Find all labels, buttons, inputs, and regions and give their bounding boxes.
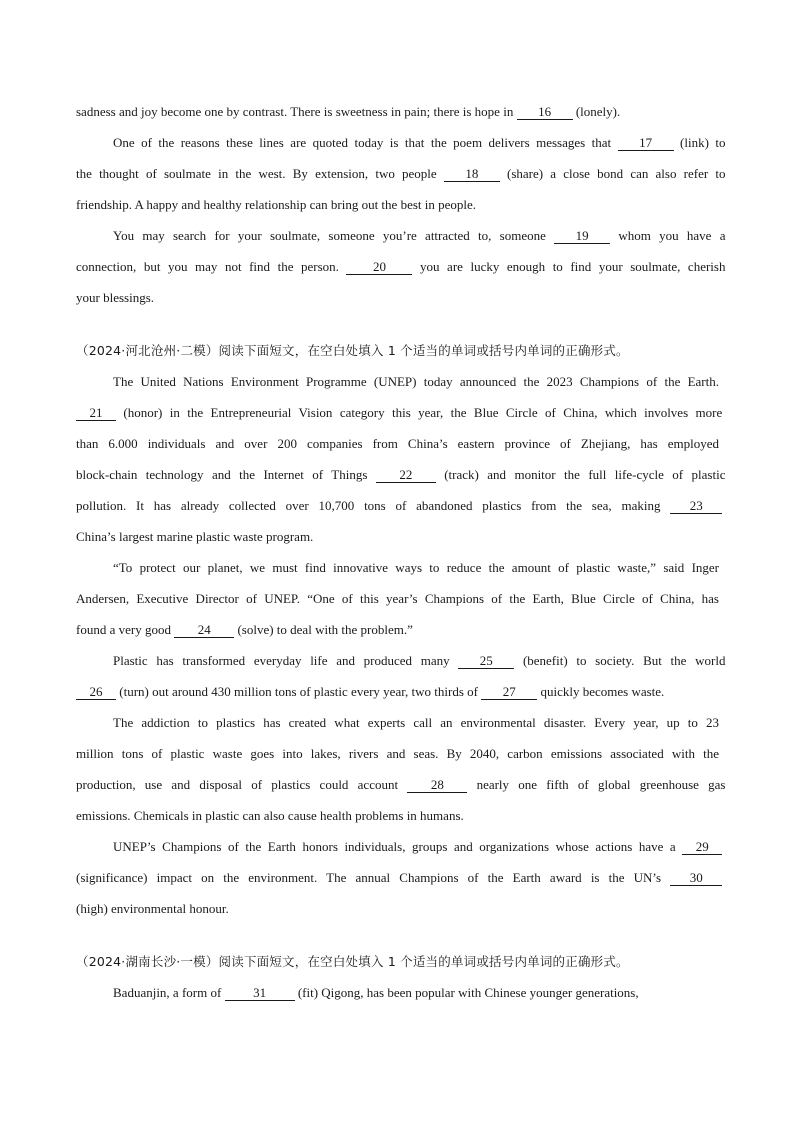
paragraph-line: your blessings. xyxy=(76,290,154,305)
paragraph-line: Plastic has transformed everyday life and produced many 25 (benefit) to society. But the world xyxy=(113,653,726,668)
blank-28[interactable]: 28 xyxy=(407,778,467,793)
blank-22[interactable]: 22 xyxy=(376,468,436,483)
paragraph-line: connection, but you may not find the person. 20 you are lucky enough to find your soulmate, cherish xyxy=(76,259,726,274)
blank-26[interactable]: 26 xyxy=(76,685,116,700)
document-page xyxy=(76,96,726,1008)
paragraph-line: One of the reasons these lines are quoted today is that the poem delivers messages that 17 (link) to xyxy=(113,135,726,150)
blank-27[interactable]: 27 xyxy=(481,685,537,700)
section-heading: （2024·湖南长沙·一模）阅读下面短文，在空白处填入 1 个适当的单词或括号内单词的正确形式。 xyxy=(76,954,629,969)
section-heading: （2024·河北沧州·二模）阅读下面短文，在空白处填入 1 个适当的单词或括号内单词的正确形式。 xyxy=(76,343,629,358)
paragraph-line: (significance) impact on the environment. The annual Champions of the Earth award is the UN’s 30 xyxy=(76,862,719,893)
blank-30[interactable]: 30 xyxy=(670,871,722,886)
paragraph-line: than 6.000 individuals and over 200 companies from China’s eastern province of Zhejiang, has employed xyxy=(76,436,719,451)
paragraph-line: friendship. A happy and healthy relationship can bring out the best in people. xyxy=(76,197,477,212)
blank-25[interactable]: 25 xyxy=(458,654,514,669)
blank-16[interactable]: 16 xyxy=(517,105,573,120)
blank-24[interactable]: 24 xyxy=(174,623,234,638)
blank-19[interactable]: 19 xyxy=(554,229,610,244)
paragraph-line: production, use and disposal of plastics could account 28 nearly one fifth of global greenhouse gas xyxy=(76,777,726,792)
blank-21[interactable]: 21 xyxy=(76,406,116,421)
paragraph-line: block-chain technology and the Internet of Things 22 (track) and monitor the full life-cycle of plastic xyxy=(76,467,726,482)
blank-31[interactable]: 31 xyxy=(225,986,295,1001)
paragraph-line: Baduanjin, a form of 31 (fit) Qigong, has been popular with Chinese younger generations, xyxy=(113,985,639,1000)
paragraph-line: UNEP’s Champions of the Earth honors individuals, groups and organizations whose actions have a 29 xyxy=(76,831,719,862)
blank-18[interactable]: 18 xyxy=(444,167,500,182)
paragraph-line: China’s largest marine plastic waste program. xyxy=(76,529,314,544)
paragraph-line: sadness and joy become one by contrast. There is sweetness in pain; there is hope in 16 (lonely). xyxy=(76,104,621,119)
paragraph-line: 21 (honor) in the Entrepreneurial Vision category this year, the Blue Circle of China, which involves more xyxy=(76,397,719,428)
paragraph-line: found a very good 24 (solve) to deal with the problem.” xyxy=(76,622,413,637)
paragraph-line: You may search for your soulmate, someone you’re attracted to, someone 19 whom you have a xyxy=(113,228,726,243)
blank-23[interactable]: 23 xyxy=(670,499,722,514)
paragraph-line: pollution. It has already collected over 10,700 tons of abandoned plastics from the sea, making 23 xyxy=(76,490,719,521)
paragraph-line: “To protect our planet, we must find innovative ways to reduce the amount of plastic waste,” said Inger xyxy=(113,560,719,575)
paragraph-line: million tons of plastic waste goes into lakes, rivers and seas. By 2040, carbon emissions associated with the xyxy=(76,746,719,761)
paragraph-line: the thought of soulmate in the west. By extension, two people 18 (share) a close bond can also refer to xyxy=(76,166,726,181)
blank-29[interactable]: 29 xyxy=(682,840,722,855)
paragraph-line: emissions. Chemicals in plastic can also cause health problems in humans. xyxy=(76,808,464,823)
blank-17[interactable]: 17 xyxy=(618,136,674,151)
paragraph-line: Andersen, Executive Director of UNEP. “One of this year’s Champions of the Earth, Blue Circle of China, has xyxy=(76,591,719,606)
paragraph-line: The addiction to plastics has created what experts call an environmental disaster. Every year, up to 23 xyxy=(113,715,719,730)
paragraph-line: (high) environmental honour. xyxy=(76,901,229,916)
blank-20[interactable]: 20 xyxy=(346,260,412,275)
paragraph-line: 26 (turn) out around 430 million tons of plastic every year, two thirds of 27 quickly becomes waste. xyxy=(76,676,719,707)
paragraph-line: The United Nations Environment Programme (UNEP) today announced the 2023 Champions of the Earth. xyxy=(113,374,719,389)
